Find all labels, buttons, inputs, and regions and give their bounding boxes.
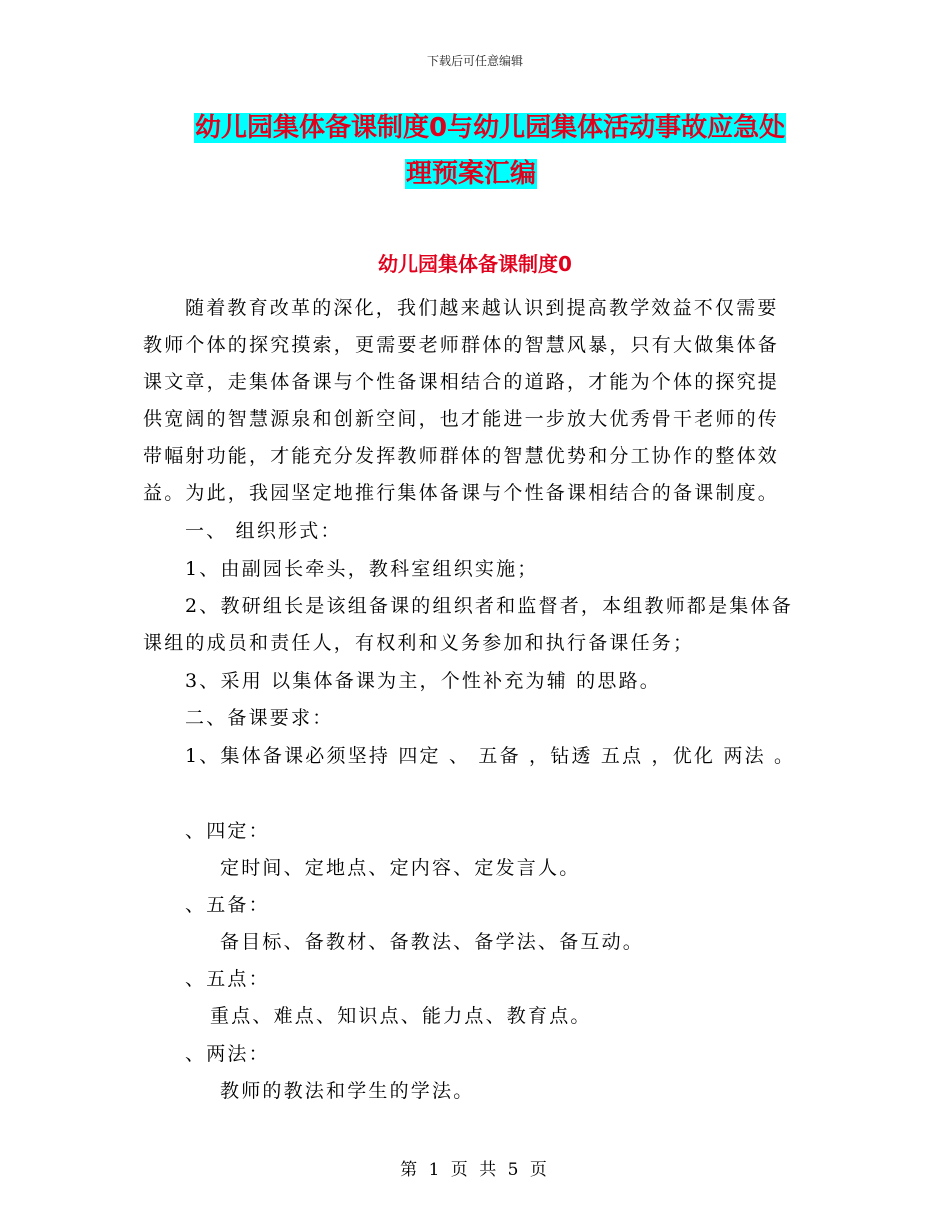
part2-item-1: 1、集体备课必须坚持 四定 、 五备 ，钻透 五点 ，优化 两法 。 <box>185 745 796 767</box>
sub-text-wubei: 备目标、备教材、备教法、备学法、备互动。 <box>220 931 645 953</box>
intro-line-3: 课文章，走集体备课与个性备课相结合的道路，才能为个体的探究提 <box>143 371 780 393</box>
section-title: 幼儿园集体备课制度0 <box>378 252 572 276</box>
part1-item-2-line-2: 课组的成员和责任人，有权利和义务参加和执行备课任务； <box>143 632 695 654</box>
part1-heading: 一、 组织形式： <box>185 520 342 542</box>
sub-text-liangfa: 教师的教法和学生的学法。 <box>220 1080 475 1102</box>
intro-line-4: 供宽阔的智慧源泉和创新空间，也才能进一步放大优秀骨干老师的传 <box>143 408 780 430</box>
header-note: 下载后可任意编辑 <box>426 54 523 68</box>
sub-heading-wubei: 、五备： <box>185 894 270 916</box>
sub-heading-wudian: 、五点： <box>185 968 270 990</box>
part1-item-3: 3、采用 以集体备课为主，个性补充为辅 的思路。 <box>185 670 661 692</box>
intro-line-1: 随着教育改革的深化，我们越来越认识到提高教学效益不仅需要 <box>185 297 779 319</box>
intro-line-5: 带幅射功能，才能充分发挥教师群体的智慧优势和分工协作的整体效 <box>143 445 780 467</box>
part2-heading: 二、备课要求： <box>185 707 334 729</box>
sub-heading-liangfa: 、两法： <box>185 1043 270 1065</box>
page-footer: 第 1 页 共 5 页 <box>400 1160 550 1180</box>
part1-item-2-line-1: 2、教研组长是该组备课的组织者和监督者，本组教师都是集体备 <box>185 595 793 617</box>
title-highlight: 幼儿园集体备课制度0与幼儿园集体活动事故应急处 <box>195 113 786 143</box>
document-title-line-2 <box>405 156 537 192</box>
sub-text-siding: 定时间、定地点、定内容、定发言人。 <box>220 857 581 879</box>
sub-text-wudian: 重点、难点、知识点、能力点、教育点。 <box>210 1005 592 1027</box>
document-title-line-1 <box>194 110 786 146</box>
sub-heading-siding: 、四定： <box>185 820 270 842</box>
intro-line-6: 益。为此，我园坚定地推行集体备课与个性备课相结合的备课制度。 <box>143 482 780 504</box>
intro-line-2: 教师个体的探究摸索，更需要老师群体的智慧风暴，只有大做集体备 <box>143 334 780 356</box>
part1-item-1: 1、由副园长牵头，教科室组织实施； <box>185 558 539 580</box>
title-highlight: 理预案汇编 <box>406 159 537 189</box>
